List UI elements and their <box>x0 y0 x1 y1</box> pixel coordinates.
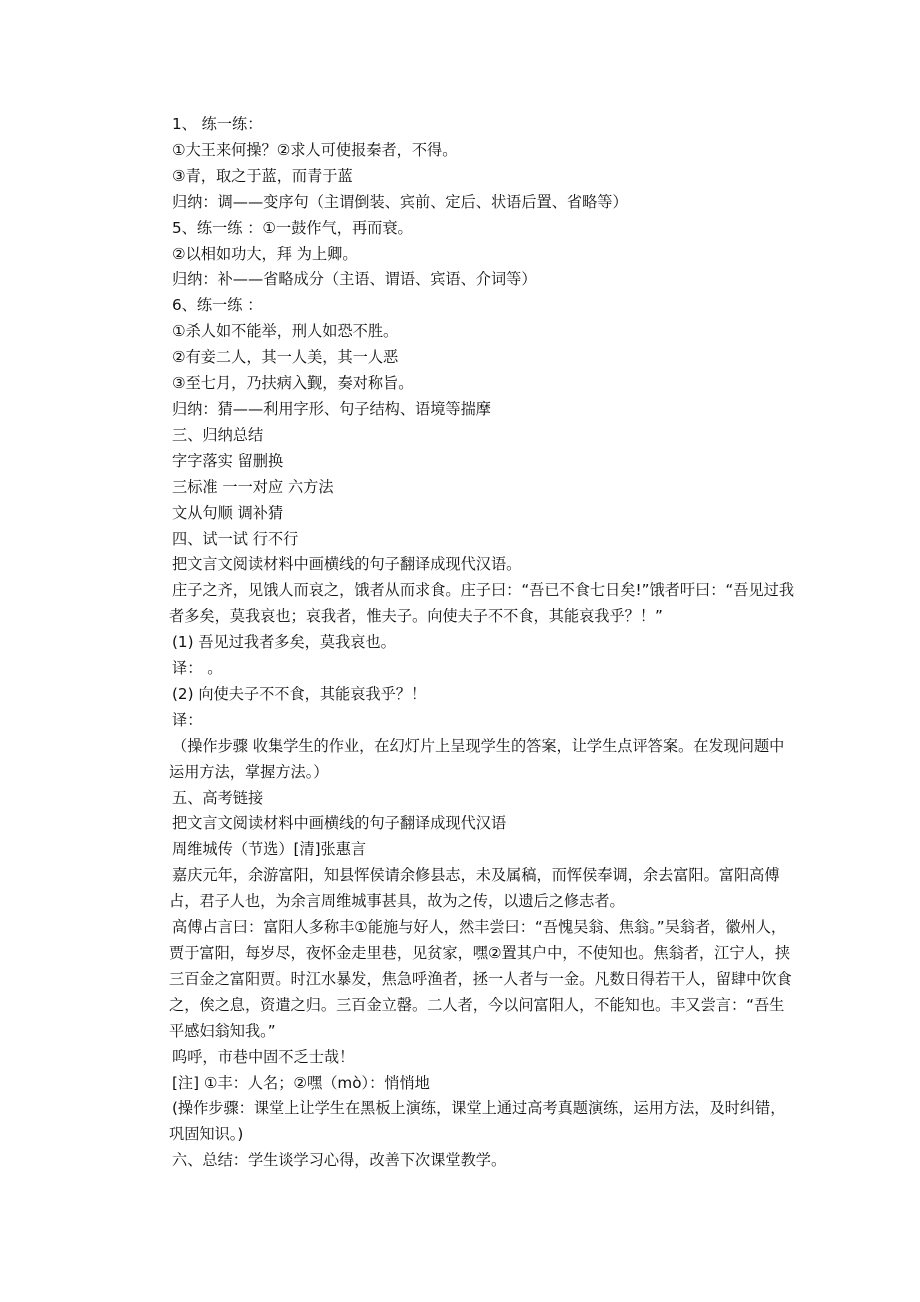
text-line: ②以相如功大，拜 为上卿。 <box>172 244 358 263</box>
section-heading: 四、试一试 行不行 <box>172 529 299 548</box>
text-line: 把文言文阅读材料中画横线的句子翻译成现代汉语。 <box>172 555 522 574</box>
annotation-note: [注] ①丰：人名；②嘿（mò）：悄悄地 <box>172 1073 430 1092</box>
text-line: 1、 练一练： <box>172 115 263 133</box>
text-line: ②有妾二人，其一人美，其一人恶 <box>172 348 399 367</box>
passage-paragraph-3: 呜呼，市巷中固不乏士哉！ <box>172 1047 355 1066</box>
passage-zhuangzi: 庄子之齐，见饿人而哀之，饿者从而求食。庄子曰：“吾已不食七日矣!”饿者吁曰：“吾见过我者多矣，莫我哀也；哀我者，惟夫子。向使夫子不不食，其能哀我乎？！” <box>169 581 795 626</box>
text-line: ①大王来何操？②求人可使报秦者，不得。 <box>172 140 458 159</box>
text-line: 5、练一练 ：①一鼓作气，再而衰。 <box>172 218 413 237</box>
section-heading: 五、高考链接 <box>172 788 264 807</box>
answer-1: 译： 。 <box>172 659 223 678</box>
text-line: 归纳：调——变序句（主谓倒装、宾前、定后、状语后置、省略等） <box>172 192 628 211</box>
question-1: (1) 吾见过我者多矣，莫我哀也。 <box>172 633 396 652</box>
passage-paragraph-2: 高傅占言曰：富阳人多称丰①能施与好人，然丰尝曰：“吾愧吴翁、焦翁。”吴翁者，徽州人，贾于富阳，每岁尽，夜怀金走里巷，见贫家，嘿②置其户中，不使知也。焦翁者，江宁人，挟三百金之富阳贾。时江水暴发，焦急呼渔者，拯一人者与一金。凡数日得若干人，留肆中饮食之，俟之息，资遣之归。三百金立罄。二人者，今以问富阳人，不能知也。丰又尝言：“吾生平感妇翁知我。” <box>169 918 792 1040</box>
text-line: 把文言文阅读材料中画横线的句子翻译成现代汉语 <box>172 814 507 833</box>
text-line: 归纳：补——省略成分（主语、谓语、宾语、介词等） <box>172 270 537 289</box>
question-2: (2) 向使夫子不不食，其能哀我乎？！ <box>172 684 427 703</box>
passage-paragraph-1: 嘉庆元年，余游富阳，知县恽侯请余修县志，未及属稿，而恽侯奉调，余去富阳。富阳高傅占，君子人也，为余言周维城事甚具，故为之传，以遗后之修志者。 <box>169 866 780 911</box>
answer-2: 译： <box>172 710 203 729</box>
text-line: ①杀人如不能举，刑人如恐不胜。 <box>172 322 399 341</box>
operation-step-2: (操作步骤：课堂上让学生在黑板上演练，课堂上通过高考真题演练，运用方法，及时纠错，巩固知识。) <box>169 1099 786 1144</box>
text-line: 6、练一练 ： <box>172 296 263 315</box>
text-line: ③至七月，乃扶病入觐，奏对称旨。 <box>172 374 414 393</box>
text-line: 文从句顺 调补猜 <box>172 503 284 522</box>
text-line: 归纳：猜——利用字形、句子结构、语境等揣摩 <box>172 399 491 418</box>
text-line: 字字落实 留删换 <box>172 451 284 470</box>
text-title: 周维城传（节选）[清]张惠言 <box>172 840 367 859</box>
section-heading: 三、归纳总结 <box>172 425 264 444</box>
document-body <box>169 112 795 1174</box>
text-line: ③青，取之于蓝，而青于蓝 <box>172 166 353 185</box>
operation-step-1: （操作步骤 收集学生的作业，在幻灯片上呈现学生的答案，让学生点评答案。在发现问题中运用方法，掌握方法。） <box>169 736 785 781</box>
text-line: 三标准 一一对应 六方法 <box>172 477 334 496</box>
section-heading: 六、总结：学生谈学习心得，改善下次课堂教学。 <box>172 1151 507 1170</box>
